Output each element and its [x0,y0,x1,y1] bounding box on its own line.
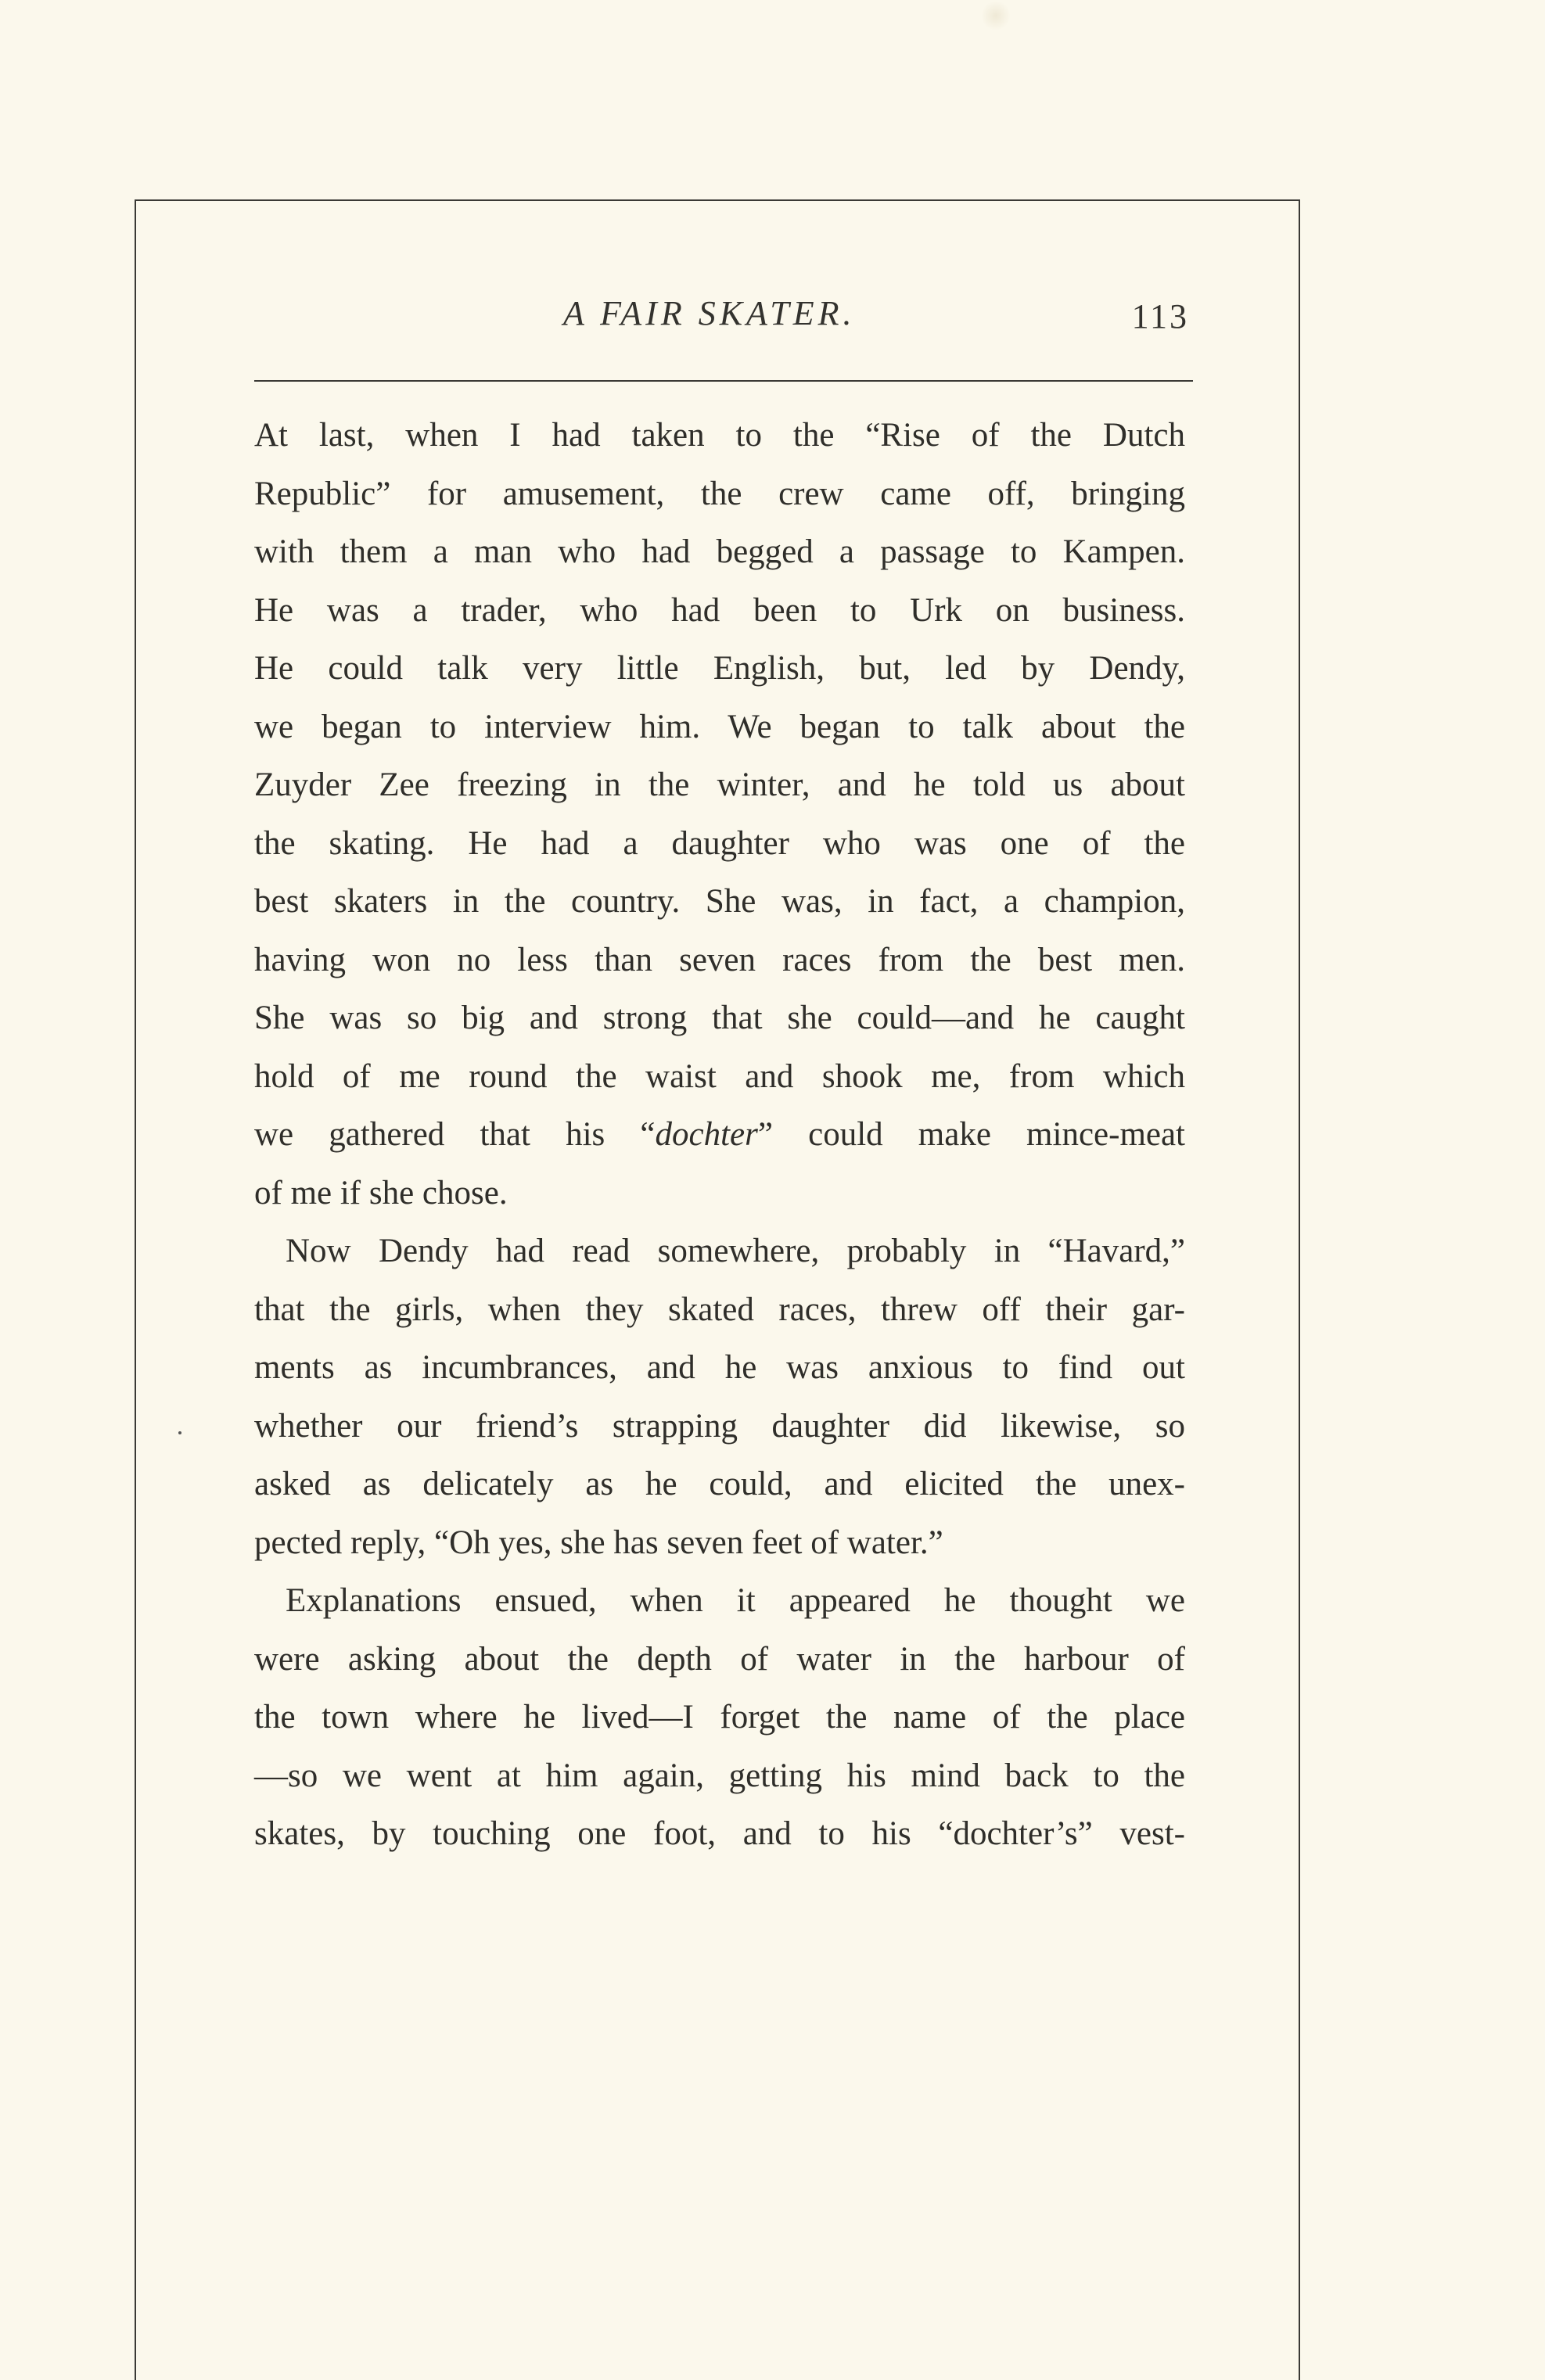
text-line: whether our friend’s strapping daughter did likewise, so [254,1407,1185,1445]
text-line: the skating. He had a daughter who was one of the [254,824,1185,862]
text-line: the town where he lived—I forget the name of the place [254,1699,1185,1736]
running-title: A FAIR SKATER. [563,294,856,332]
text-line: of me if she chose. [254,1174,508,1212]
text-line: were asking about the depth of water in the harbour of [254,1640,1185,1678]
page-number: 113 [1131,297,1189,336]
text-line: ments as incumbrances, and he was anxious to find out [254,1349,1185,1386]
text-line: hold of me round the waist and shook me, from which [254,1057,1185,1095]
text-line: Republic” for amusement, the crew came off, bringing [254,475,1185,512]
text-line: Now Dendy had read somewhere, probably in “Havard,” [286,1233,1185,1269]
text-line: —so we went at him again, getting his mind back to the [254,1757,1185,1794]
body-text [254,407,1185,1864]
margin-speck [178,1431,181,1434]
text-line: He could talk very little English, but, led by Dendy, [254,650,1185,687]
text-line: we began to interview him. We began to talk about the [254,708,1185,745]
text-line: He was a trader, who had been to Urk on business. [254,591,1185,629]
scan-blemish [982,0,1010,31]
text-line: having won no less than seven races from the best men. [254,941,1185,978]
text-line: best skaters in the country. She was, in fact, a champion, [254,883,1185,920]
text-line: She was so big and strong that she could—and he caught [254,1000,1185,1036]
text-line: asked as delicately as he could, and elicited the unex- [254,1466,1185,1502]
text-line: Zuyder Zee freezing in the winter, and he told us about [254,766,1185,803]
text-line: At last, when I had taken to the “Rise of the Dutch [254,417,1185,454]
text-line: Explanations ensued, when it appeared he thought we [286,1582,1185,1619]
text-line: with them a man who had begged a passage to Kampen. [254,533,1185,570]
italic-word: dochter [655,1116,758,1153]
text-line: pected reply, “Oh yes, she has seven feet of water.” [254,1524,943,1561]
header-rule [254,380,1193,382]
running-header [250,293,1189,348]
text-line: we gathered that his “dochter” could make mince-meat [254,1116,1186,1153]
text-line: skates, by touching one foot, and to his “dochter’s” vest- [254,1815,1185,1852]
text-line: that the girls, when they skated races, threw off their gar- [254,1291,1185,1328]
